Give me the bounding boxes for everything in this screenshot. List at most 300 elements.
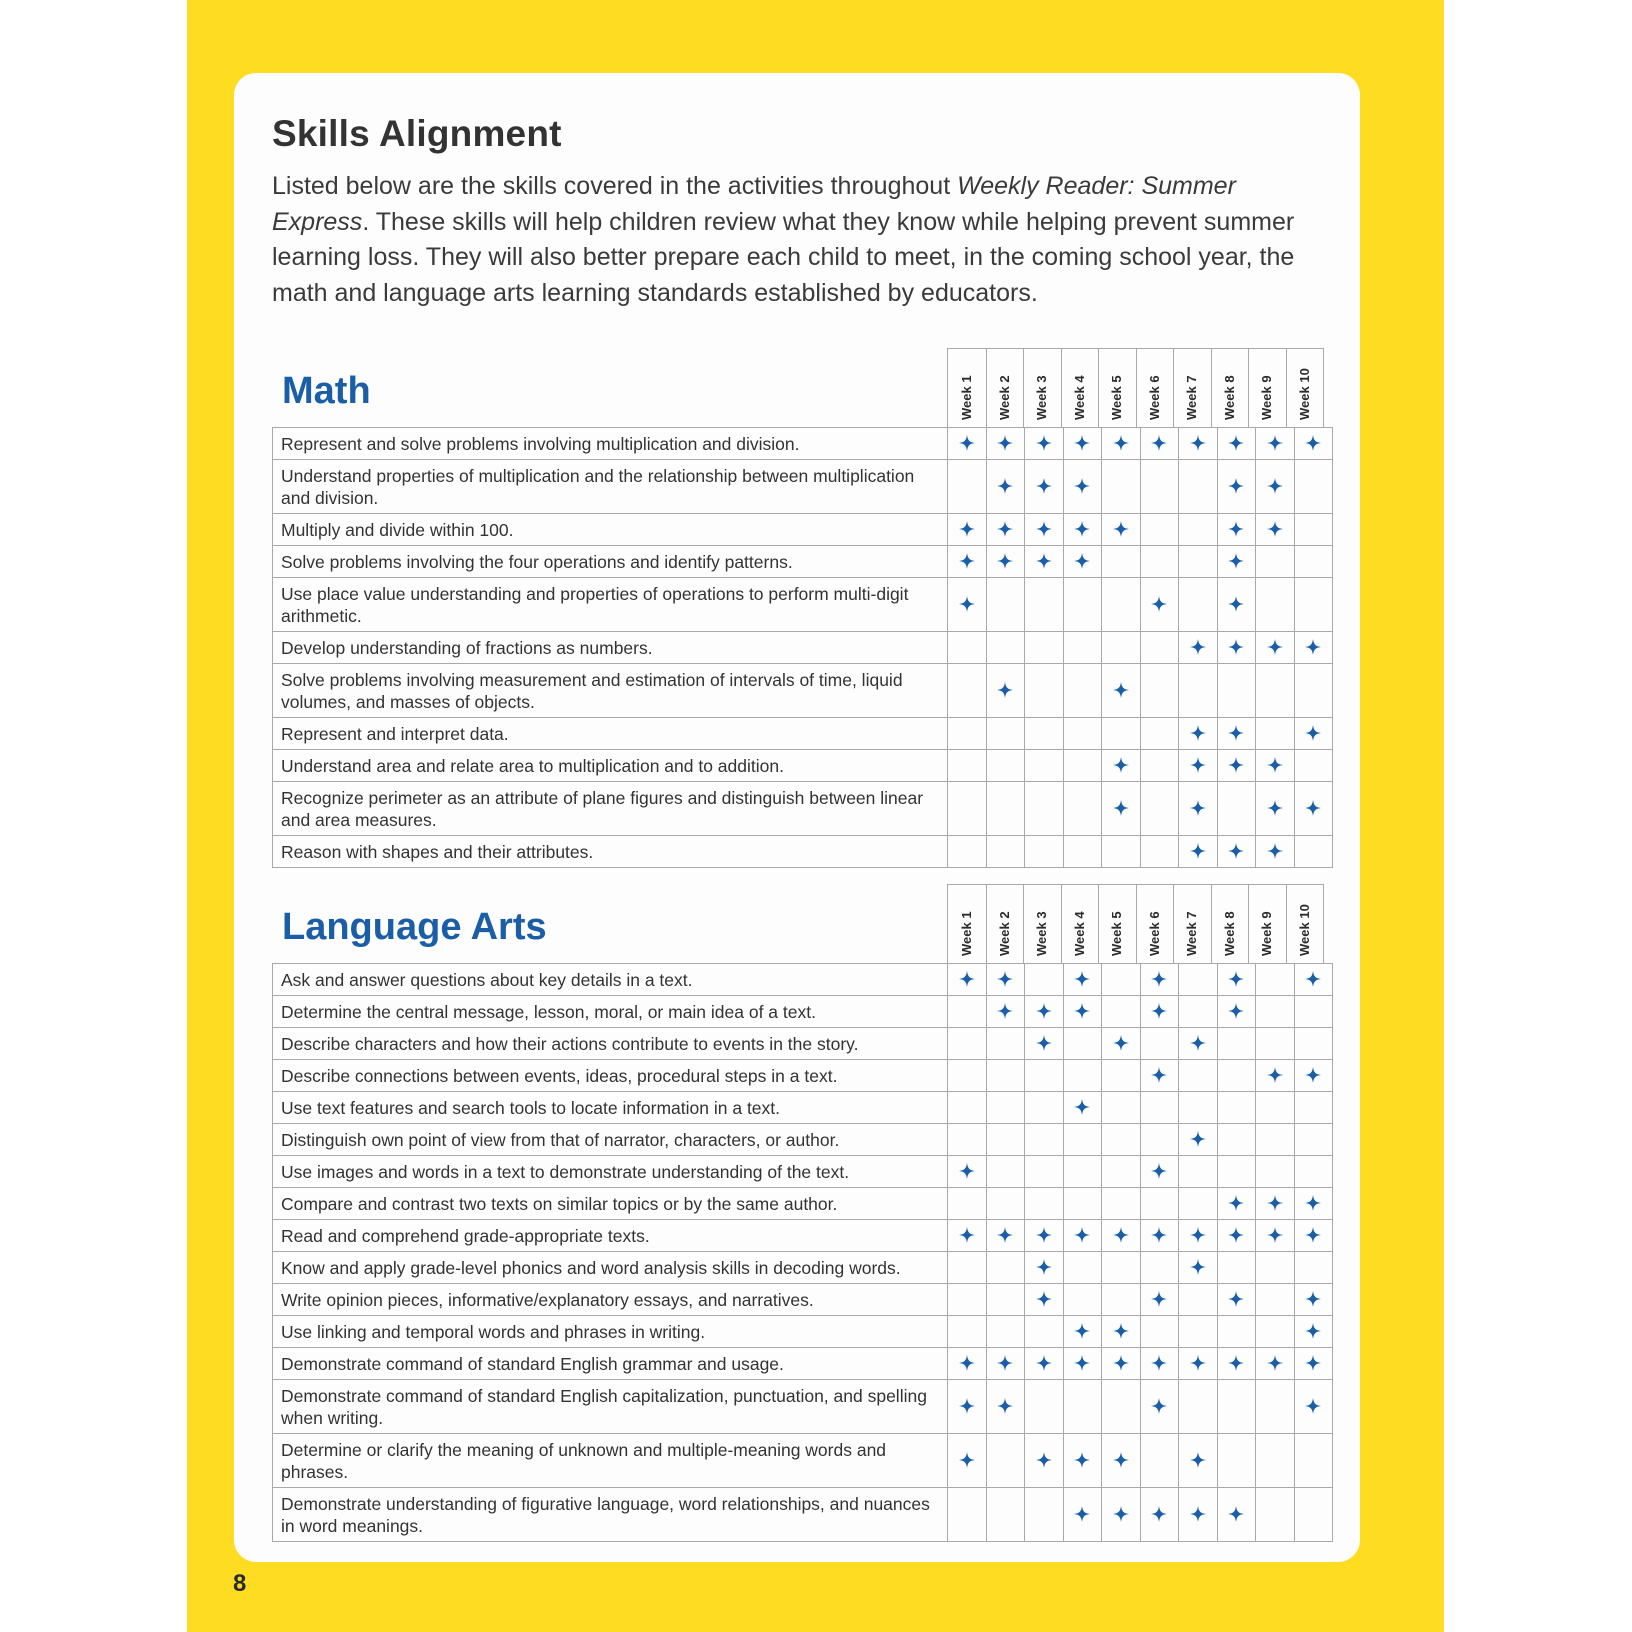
week-9-cell [1256, 1124, 1295, 1156]
math-skills-table [272, 427, 1333, 868]
week-4-cell [1063, 1316, 1102, 1348]
week-1-cell [948, 782, 987, 836]
week-4-cell [1063, 1092, 1102, 1124]
week-1-cell [948, 1380, 987, 1434]
week-6-cell [1140, 836, 1179, 868]
week-7-cell [1179, 1348, 1218, 1380]
week-10-cell [1294, 1252, 1333, 1284]
week-1-cell [948, 546, 987, 578]
week-header-1 [948, 885, 986, 964]
week-1-cell [948, 1284, 987, 1316]
table-row [273, 836, 1333, 868]
week-6-cell [1140, 750, 1179, 782]
week-header-6 [1136, 349, 1174, 428]
table-row [273, 1348, 1333, 1380]
four-point-star-icon [959, 1355, 975, 1371]
week-4-cell [1063, 1284, 1102, 1316]
week-8-cell [1217, 1316, 1256, 1348]
week-header-2 [986, 349, 1024, 428]
week-2-cell [986, 996, 1025, 1028]
skill-description: Understand properties of multiplication and the relationship between multiplication and division. [273, 460, 948, 514]
four-point-star-icon [959, 596, 975, 612]
week-1-cell [948, 664, 987, 718]
four-point-star-icon [1036, 1291, 1052, 1307]
week-3-cell [1025, 428, 1064, 460]
week-2-cell [986, 1060, 1025, 1092]
week-2-cell [986, 578, 1025, 632]
four-point-star-icon [997, 682, 1013, 698]
week-8-cell [1217, 632, 1256, 664]
week-2-cell [986, 428, 1025, 460]
four-point-star-icon [997, 553, 1013, 569]
four-point-star-icon [997, 521, 1013, 537]
week-2-cell [986, 1156, 1025, 1188]
week-6-cell [1140, 632, 1179, 664]
week-label: Week 5 [1109, 911, 1125, 956]
week-7-cell [1179, 1028, 1218, 1060]
four-point-star-icon [1190, 843, 1206, 859]
week-4-cell [1063, 1028, 1102, 1060]
week-6-cell [1140, 1380, 1179, 1434]
week-8-cell [1217, 1284, 1256, 1316]
week-4-cell [1063, 1348, 1102, 1380]
week-8-cell [1217, 428, 1256, 460]
four-point-star-icon [1151, 1003, 1167, 1019]
week-9-cell [1256, 996, 1295, 1028]
week-3-cell [1025, 1124, 1064, 1156]
week-4-cell [1063, 782, 1102, 836]
week-3-cell [1025, 514, 1064, 546]
week-7-cell [1179, 996, 1218, 1028]
week-5-cell [1102, 1284, 1141, 1316]
week-7-cell [1179, 718, 1218, 750]
four-point-star-icon [1305, 1067, 1321, 1083]
week-1-cell [948, 632, 987, 664]
week-9-cell [1256, 1284, 1295, 1316]
week-7-cell [1179, 1488, 1218, 1542]
week-4-cell [1063, 836, 1102, 868]
week-7-cell [1179, 1156, 1218, 1188]
week-9-cell [1256, 1092, 1295, 1124]
week-9-cell [1256, 632, 1295, 664]
week-10-cell [1294, 1188, 1333, 1220]
four-point-star-icon [1228, 1506, 1244, 1522]
week-1-cell [948, 1348, 987, 1380]
four-point-star-icon [1113, 800, 1129, 816]
week-7-cell [1179, 1434, 1218, 1488]
week-5-cell [1102, 1220, 1141, 1252]
week-1-cell [948, 578, 987, 632]
page-title: Skills Alignment [272, 113, 562, 154]
week-9-cell [1256, 1380, 1295, 1434]
week-7-cell [1179, 1316, 1218, 1348]
week-10-cell [1294, 632, 1333, 664]
week-10-cell [1294, 782, 1333, 836]
week-3-cell [1025, 1316, 1064, 1348]
week-label: Week 6 [1146, 911, 1162, 956]
four-point-star-icon [1228, 757, 1244, 773]
week-1-cell [948, 1156, 987, 1188]
week-header-4 [1061, 349, 1099, 428]
week-6-cell [1140, 1188, 1179, 1220]
skill-description: Multiply and divide within 100. [273, 514, 948, 546]
week-label: Week 9 [1259, 375, 1275, 420]
skill-description: Demonstrate command of standard English grammar and usage. [273, 1348, 948, 1380]
table-row [273, 1316, 1333, 1348]
week-5-cell [1102, 1316, 1141, 1348]
week-10-cell [1294, 1156, 1333, 1188]
week-7-cell [1179, 578, 1218, 632]
skill-description: Understand area and relate area to multiplication and to addition. [273, 750, 948, 782]
week-4-cell [1063, 428, 1102, 460]
four-point-star-icon [1113, 1506, 1129, 1522]
week-9-cell [1256, 1028, 1295, 1060]
four-point-star-icon [1036, 478, 1052, 494]
week-1-cell [948, 514, 987, 546]
week-7-cell [1179, 460, 1218, 514]
week-3-cell [1025, 1060, 1064, 1092]
week-6-cell [1140, 1316, 1179, 1348]
week-8-cell [1217, 1348, 1256, 1380]
book-title: Weekly Reader: Summer Express [272, 172, 1236, 236]
week-8-cell [1217, 718, 1256, 750]
table-row [273, 1488, 1333, 1542]
week-8-cell [1217, 836, 1256, 868]
week-7-cell [1179, 1060, 1218, 1092]
week-2-cell [986, 1188, 1025, 1220]
four-point-star-icon [959, 1398, 975, 1414]
week-3-cell [1025, 1434, 1064, 1488]
week-2-cell [986, 1348, 1025, 1380]
table-row [273, 1092, 1333, 1124]
table-row [273, 964, 1333, 996]
four-point-star-icon [1074, 478, 1090, 494]
week-9-cell [1256, 718, 1295, 750]
table-row [273, 632, 1333, 664]
week-6-cell [1140, 514, 1179, 546]
four-point-star-icon [959, 1227, 975, 1243]
table-row [273, 1028, 1333, 1060]
four-point-star-icon [1074, 521, 1090, 537]
four-point-star-icon [1151, 971, 1167, 987]
content-card [234, 73, 1360, 1562]
week-6-cell [1140, 428, 1179, 460]
four-point-star-icon [1267, 1067, 1283, 1083]
week-2-cell [986, 964, 1025, 996]
week-10-cell [1294, 1124, 1333, 1156]
table-row [273, 578, 1333, 632]
week-label: Week 7 [1184, 375, 1200, 420]
week-9-cell [1256, 514, 1295, 546]
week-7-cell [1179, 428, 1218, 460]
week-3-cell [1025, 1028, 1064, 1060]
week-4-cell [1063, 460, 1102, 514]
week-10-cell [1294, 1028, 1333, 1060]
four-point-star-icon [1305, 1355, 1321, 1371]
week-4-cell [1063, 1380, 1102, 1434]
week-8-cell [1217, 1188, 1256, 1220]
four-point-star-icon [1228, 1003, 1244, 1019]
skill-description: Determine or clarify the meaning of unknown and multiple-meaning words and phrases. [273, 1434, 948, 1488]
week-4-cell [1063, 514, 1102, 546]
week-9-cell [1256, 546, 1295, 578]
four-point-star-icon [1113, 1227, 1129, 1243]
four-point-star-icon [1267, 478, 1283, 494]
week-header-7 [1173, 349, 1211, 428]
week-6-cell [1140, 664, 1179, 718]
week-6-cell [1140, 1488, 1179, 1542]
four-point-star-icon [1190, 757, 1206, 773]
week-2-cell [986, 718, 1025, 750]
week-3-cell [1025, 1220, 1064, 1252]
four-point-star-icon [1113, 682, 1129, 698]
week-5-cell [1102, 1188, 1141, 1220]
week-8-cell [1217, 1060, 1256, 1092]
week-7-cell [1179, 1380, 1218, 1434]
week-6-cell [1140, 1220, 1179, 1252]
week-label: Week 3 [1034, 911, 1050, 956]
week-3-cell [1025, 1188, 1064, 1220]
week-8-cell [1217, 514, 1256, 546]
four-point-star-icon [1036, 1452, 1052, 1468]
week-3-cell [1025, 996, 1064, 1028]
week-9-cell [1256, 964, 1295, 996]
four-point-star-icon [1228, 553, 1244, 569]
four-point-star-icon [1113, 435, 1129, 451]
week-4-cell [1063, 578, 1102, 632]
week-label: Week 4 [1071, 911, 1087, 956]
skill-description: Use text features and search tools to locate information in a text. [273, 1092, 948, 1124]
four-point-star-icon [1267, 1227, 1283, 1243]
four-point-star-icon [1113, 1035, 1129, 1051]
week-2-cell [986, 1252, 1025, 1284]
week-3-cell [1025, 750, 1064, 782]
four-point-star-icon [1036, 1259, 1052, 1275]
week-header-9 [1248, 885, 1286, 964]
week-4-cell [1063, 1488, 1102, 1542]
week-10-cell [1294, 460, 1333, 514]
week-3-cell [1025, 1252, 1064, 1284]
table-row [273, 1188, 1333, 1220]
week-6-cell [1140, 1156, 1179, 1188]
week-3-cell [1025, 964, 1064, 996]
week-label: Week 2 [996, 375, 1012, 420]
week-10-cell [1294, 1284, 1333, 1316]
week-2-cell [986, 1284, 1025, 1316]
week-9-cell [1256, 750, 1295, 782]
week-3-cell [1025, 718, 1064, 750]
week-4-cell [1063, 1060, 1102, 1092]
week-1-cell [948, 1060, 987, 1092]
four-point-star-icon [1228, 725, 1244, 741]
week-2-cell [986, 782, 1025, 836]
four-point-star-icon [1305, 1291, 1321, 1307]
week-1-cell [948, 750, 987, 782]
four-point-star-icon [1074, 1003, 1090, 1019]
skill-description: Demonstrate command of standard English capitalization, punctuation, and spelling when writing. [273, 1380, 948, 1434]
language-arts-section-header [272, 884, 1323, 963]
week-3-cell [1025, 1156, 1064, 1188]
four-point-star-icon [1074, 1099, 1090, 1115]
four-point-star-icon [997, 1227, 1013, 1243]
week-8-cell [1217, 1124, 1256, 1156]
week-5-cell [1102, 632, 1141, 664]
table-row [273, 1156, 1333, 1188]
page-number: 8 [233, 1570, 247, 1597]
week-3-cell [1025, 664, 1064, 718]
four-point-star-icon [1190, 1355, 1206, 1371]
language-arts-section [272, 884, 1323, 1542]
four-point-star-icon [1228, 843, 1244, 859]
table-row [273, 750, 1333, 782]
week-header-5 [1098, 885, 1136, 964]
week-5-cell [1102, 664, 1141, 718]
week-6-cell [1140, 1284, 1179, 1316]
week-3-cell [1025, 1284, 1064, 1316]
four-point-star-icon [1190, 1506, 1206, 1522]
week-label: Week 10 [1296, 904, 1312, 956]
week-5-cell [1102, 1252, 1141, 1284]
four-point-star-icon [1074, 1506, 1090, 1522]
week-label: Week 8 [1221, 375, 1237, 420]
skill-description: Represent and interpret data. [273, 718, 948, 750]
week-7-cell [1179, 750, 1218, 782]
four-point-star-icon [1190, 435, 1206, 451]
week-5-cell [1102, 460, 1141, 514]
table-row [273, 1220, 1333, 1252]
week-10-cell [1294, 1434, 1333, 1488]
table-row [273, 546, 1333, 578]
week-6-cell [1140, 578, 1179, 632]
week-10-cell [1294, 718, 1333, 750]
week-2-cell [986, 460, 1025, 514]
four-point-star-icon [1305, 1227, 1321, 1243]
table-row [273, 1060, 1333, 1092]
four-point-star-icon [1305, 1195, 1321, 1211]
week-label: Week 9 [1259, 911, 1275, 956]
four-point-star-icon [1267, 843, 1283, 859]
week-header-4 [1061, 885, 1099, 964]
week-6-cell [1140, 1124, 1179, 1156]
week-10-cell [1294, 1348, 1333, 1380]
week-5-cell [1102, 1488, 1141, 1542]
week-3-cell [1025, 460, 1064, 514]
week-10-cell [1294, 964, 1333, 996]
skill-description: Develop understanding of fractions as numbers. [273, 632, 948, 664]
week-6-cell [1140, 718, 1179, 750]
week-4-cell [1063, 1188, 1102, 1220]
four-point-star-icon [1228, 521, 1244, 537]
four-point-star-icon [1113, 521, 1129, 537]
four-point-star-icon [1151, 1506, 1167, 1522]
week-label: Week 2 [996, 911, 1012, 956]
week-6-cell [1140, 1348, 1179, 1380]
four-point-star-icon [959, 521, 975, 537]
four-point-star-icon [1228, 478, 1244, 494]
four-point-star-icon [1190, 1131, 1206, 1147]
week-4-cell [1063, 1434, 1102, 1488]
week-4-cell [1063, 1220, 1102, 1252]
week-header-7 [1173, 885, 1211, 964]
week-3-cell [1025, 546, 1064, 578]
week-9-cell [1256, 1316, 1295, 1348]
skill-description: Read and comprehend grade-appropriate texts. [273, 1220, 948, 1252]
week-7-cell [1179, 1124, 1218, 1156]
week-5-cell [1102, 578, 1141, 632]
four-point-star-icon [1267, 800, 1283, 816]
skill-description: Solve problems involving the four operations and identify patterns. [273, 546, 948, 578]
four-point-star-icon [1305, 1398, 1321, 1414]
math-section [272, 348, 1323, 868]
four-point-star-icon [1305, 435, 1321, 451]
week-header-5 [1098, 349, 1136, 428]
four-point-star-icon [1074, 435, 1090, 451]
week-1-cell [948, 1188, 987, 1220]
section-title: Language Arts [282, 906, 547, 948]
week-6-cell [1140, 1028, 1179, 1060]
week-2-cell [986, 1124, 1025, 1156]
week-2-cell [986, 1092, 1025, 1124]
four-point-star-icon [1267, 639, 1283, 655]
week-10-cell [1294, 546, 1333, 578]
four-point-star-icon [997, 971, 1013, 987]
four-point-star-icon [1036, 435, 1052, 451]
week-4-cell [1063, 664, 1102, 718]
week-label: Week 10 [1296, 368, 1312, 420]
week-10-cell [1294, 1092, 1333, 1124]
week-5-cell [1102, 1156, 1141, 1188]
four-point-star-icon [997, 435, 1013, 451]
skill-description: Solve problems involving measurement and estimation of intervals of time, liquid volumes, and masses of objects. [273, 664, 948, 718]
week-9-cell [1256, 1348, 1295, 1380]
table-row [273, 1124, 1333, 1156]
week-9-cell [1256, 460, 1295, 514]
four-point-star-icon [1228, 1291, 1244, 1307]
four-point-star-icon [1036, 521, 1052, 537]
week-8-cell [1217, 1488, 1256, 1542]
week-2-cell [986, 1316, 1025, 1348]
week-6-cell [1140, 996, 1179, 1028]
week-4-cell [1063, 750, 1102, 782]
intro-text-rest: . These skills will help children review what they know while helping prevent summer learning loss. They will also better prepare each child to meet, in the coming school year, the math and language arts learning standards established by educators. [272, 207, 1295, 307]
week-2-cell [986, 546, 1025, 578]
week-7-cell [1179, 1252, 1218, 1284]
four-point-star-icon [1267, 1355, 1283, 1371]
week-4-cell [1063, 1156, 1102, 1188]
week-3-cell [1025, 1348, 1064, 1380]
four-point-star-icon [1151, 1067, 1167, 1083]
week-7-cell [1179, 632, 1218, 664]
week-10-cell [1294, 1060, 1333, 1092]
week-header-8 [1211, 349, 1249, 428]
week-header-3 [1023, 885, 1061, 964]
week-6-cell [1140, 1434, 1179, 1488]
week-6-cell [1140, 1252, 1179, 1284]
four-point-star-icon [959, 971, 975, 987]
week-7-cell [1179, 514, 1218, 546]
week-1-cell [948, 1220, 987, 1252]
week-10-cell [1294, 1488, 1333, 1542]
week-9-cell [1256, 578, 1295, 632]
week-1-cell [948, 460, 987, 514]
week-5-cell [1102, 428, 1141, 460]
week-9-cell [1256, 664, 1295, 718]
week-9-cell [1256, 836, 1295, 868]
week-8-cell [1217, 664, 1256, 718]
week-2-cell [986, 836, 1025, 868]
four-point-star-icon [997, 478, 1013, 494]
week-1-cell [948, 428, 987, 460]
